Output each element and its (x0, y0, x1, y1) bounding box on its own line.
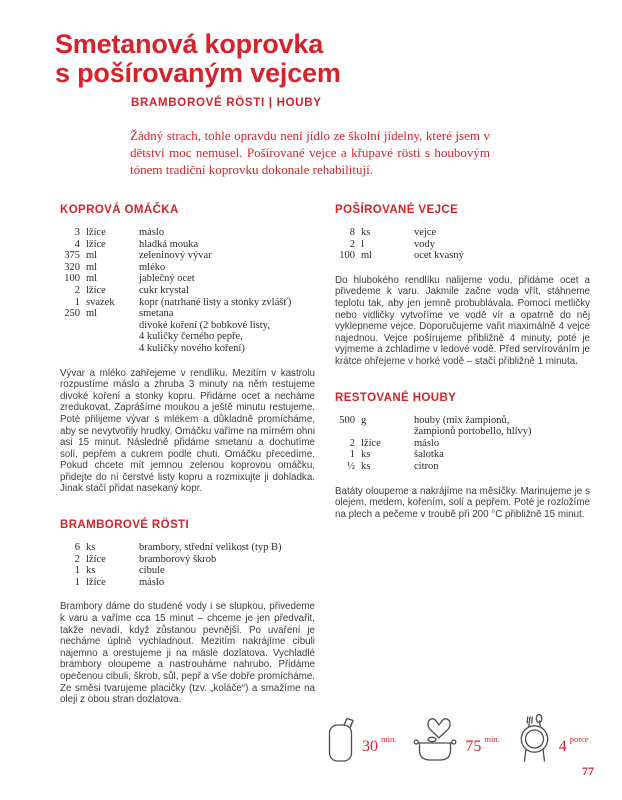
ingredient-unit: ks (86, 542, 96, 554)
prep-time-unit: min. (381, 733, 397, 744)
ingredient-row (60, 331, 315, 343)
ingredient-unit: ml (86, 250, 98, 262)
ingredient-qty: 100 (339, 250, 355, 262)
ingredient-name: citron (414, 460, 439, 472)
ingredient-name: divoké koření (2 bobkové listy, (139, 319, 270, 331)
ingredient-row (60, 577, 315, 589)
left-column (60, 204, 315, 730)
cutting-board-icon (326, 716, 355, 764)
ingredient-qty: 100 (64, 273, 80, 285)
ingredient-qty: 1 (74, 296, 80, 308)
ingredient-qty: 1 (74, 576, 80, 588)
instructions-paragraph: Do hlubokého rendlíku nalijeme vodu, přidáme ocet a přivedeme k varu. Jakmile začne voda vřít, stáhneme teplotu tak, aby jen jemně probublávala. Pomocí metličky nebo vidličky vytvoříme ve vodě vír a opatrně do něj vyklepneme vejce. Doporučujeme vařit maximálně 4 vejce najednou. Vejce pošírujeme přibližně 4 minuty, poté je vyjmeme a zchladíme v ledové vodě. Před servírováním je krátce ohřejeme v horké vodě – stačí přibližně 1 minuta. (335, 274, 590, 367)
prep-time-value: 30 (362, 738, 378, 755)
ingredient-unit: lžíce (86, 238, 106, 250)
ingredient-unit: l (361, 238, 364, 250)
ingredient-list (60, 227, 315, 355)
ingredient-row (60, 285, 315, 297)
ingredient-qty: 500 (339, 414, 355, 426)
ingredient-name: houby (mix žampionů, (414, 414, 510, 426)
ingredient-row (335, 461, 590, 473)
ingredient-qty: 2 (74, 553, 80, 565)
pot-steam-icon (413, 712, 458, 764)
ingredient-unit: lžíce (86, 227, 106, 238)
ingredient-row (335, 227, 590, 239)
ingredient-qty: 2 (349, 238, 355, 250)
ingredient-qty: 3 (74, 227, 80, 238)
ingredient-unit: ks (361, 227, 371, 238)
section-heading: POŠÍROVANÉ VEJCE (335, 204, 459, 216)
ingredient-unit (86, 320, 139, 332)
section-koprova-omacka (60, 204, 315, 495)
ingredient-row (60, 554, 315, 566)
ingredient-qty: 8 (349, 227, 355, 238)
ingredient-qty: 2 (74, 284, 80, 296)
servings (517, 714, 589, 764)
ingredient-qty: 6 (74, 542, 80, 554)
ingredient-row (60, 343, 315, 355)
cook-time (413, 712, 499, 764)
ingredient-row (60, 565, 315, 577)
section-heading: KOPROVÁ OMÁČKA (60, 204, 179, 216)
ingredient-unit: ks (361, 449, 371, 461)
ingredient-unit: ks (361, 460, 371, 472)
ingredient-row (60, 297, 315, 309)
ingredient-name: mléko (139, 261, 166, 273)
ingredient-row (60, 308, 315, 320)
ingredient-row (60, 239, 315, 251)
instructions-paragraph: Vývar a mléko zahřejeme v rendlíku. Mezitím v kastrolu rozpustíme máslo a zhruba 3 minuty na něm restujeme divoké koření a stonky kopru. Přidáme ocet a necháme zredukovat. Zaprášíme moukou a ještě minutu restujeme. Poté přilijeme vývar s mlékem a důkladně promícháme, aby se nevytvořily hrudky. Omáčku vaříme na mírném ohni asi 15 minut. Následně přidáme smetanu a dochutíme solí, pepřem a cukrem podle chuti. Omáčku přecedíme. Pokud chcete mít jemnou zelenou koprovou omáčku, přidejte do ní čerstvé listy kopru a rozmixujte ji dohladka. Jinak stačí přidat nasekaný kopr. (60, 367, 315, 495)
section-heading: BRAMBOROVÉ RÖSTI (60, 519, 190, 532)
ingredient-unit: lžíce (86, 553, 106, 565)
ingredient-name: zeleninový vývar (139, 250, 212, 262)
page-number: 77 (582, 764, 594, 778)
cook-time-unit: min. (484, 733, 500, 744)
ingredient-row (335, 449, 590, 461)
section-restovane-houby (335, 392, 590, 521)
ingredient-qty: 4 (74, 238, 80, 250)
ingredient-name: žampionů portobello, hlívy) (414, 426, 532, 438)
ingredient-qty: ½ (347, 460, 355, 472)
ingredient-row (60, 273, 315, 285)
recipe-columns (60, 204, 622, 730)
cook-time-value: 75 (465, 738, 482, 755)
ingredient-name: šalotka (414, 449, 444, 461)
ingredient-unit (361, 426, 414, 438)
ingredient-unit: ml (86, 261, 98, 273)
ingredient-unit: svazek (86, 296, 115, 308)
page-title (0, 0, 622, 88)
ingredient-qty (60, 331, 80, 343)
plate-cutlery-icon (517, 714, 552, 764)
ingredient-name: máslo (139, 227, 165, 238)
ingredient-row (335, 426, 590, 438)
instructions-paragraph: Brambory dáme do studené vody i se slupkou, přivedeme k varu a vaříme cca 15 minut – chceme je jen předvařit, takže nevadí, když zůstanou pevnější. Po uvaření je necháme úplně vychladnout. Mezitím nakrájíme cibuli najemno a orestujeme ji na másle dozlatova. Vychladlé brambory oloupeme a nastrouháme nahrubo. Přidáme opečenou cibuli, škrob, sůl, pepř a vše dobře promícháme. Ze směsi tvarujeme placičky (tzv. „koláče“) a smažíme na oleji z obou stran dozlatova. (60, 601, 315, 706)
ingredient-qty (335, 426, 355, 438)
ingredient-name: smetana (139, 308, 174, 320)
ingredient-qty: 2 (349, 437, 355, 449)
ingredient-list (60, 542, 315, 588)
ingredient-unit: g (361, 414, 367, 426)
ingredient-row (335, 239, 590, 251)
ingredient-name: jablečný ocet (139, 273, 195, 285)
right-column (335, 204, 590, 730)
ingredient-qty (60, 343, 80, 355)
ingredient-name: bramborový škrob (139, 553, 217, 565)
ingredient-name: vejce (414, 227, 437, 238)
ingredient-unit (86, 331, 139, 343)
ingredient-row (60, 227, 315, 239)
ingredient-unit: ks (86, 565, 96, 577)
ingredient-row (335, 250, 590, 262)
ingredient-name: cukr krystal (139, 284, 189, 296)
ingredient-unit: lžíce (361, 437, 381, 449)
ingredient-name: kopr (natrhané listy a stonky zvlášť) (139, 296, 292, 308)
ingredient-qty: 375 (64, 250, 80, 262)
ingredient-row (60, 250, 315, 262)
ingredient-name: máslo (139, 576, 165, 588)
ingredient-name: cibule (139, 565, 165, 577)
ingredient-qty: 320 (64, 261, 80, 273)
ingredient-qty: 250 (64, 308, 80, 320)
ingredient-unit: lžíce (86, 576, 106, 588)
ingredient-unit: ml (361, 250, 373, 262)
ingredient-unit: ml (86, 273, 98, 285)
ingredient-unit (86, 343, 139, 355)
section-heading: RESTOVANÉ HOUBY (335, 391, 457, 404)
ingredient-row (60, 542, 315, 554)
prep-time (326, 716, 396, 764)
recipe-subtitle: BRAMBOROVÉ RÖSTI | HOUBY (131, 97, 322, 109)
servings-unit: porce (569, 733, 589, 744)
ingredient-name: brambory, střední velikost (typ B) (139, 542, 282, 554)
servings-value: 4 (558, 738, 567, 755)
ingredient-qty: 1 (74, 565, 80, 577)
section-bramborove-rosti (60, 519, 315, 706)
ingredient-name: vody (414, 238, 435, 250)
page-title-line2: s pošírovaným vejcem (55, 58, 341, 88)
page-title-line1: Smetanová koprovka (55, 29, 324, 59)
intro-paragraph: Žádný strach, tohle opravdu není jídlo ze školní jídelny, které jsem v dětství moc nemusel. Pošírované vejce a křupavé rösti s houbovým tónem tradiční koprovku dokonale rehabilitují. (130, 128, 490, 177)
ingredient-row (335, 415, 590, 427)
section-posirovane-vejce (335, 204, 590, 368)
instructions-paragraph: Batáty oloupeme a nakrájíme na měsíčky. Marinujeme je s olejem, medem, kořením, solí a pepřem. Poté je rozložíme na plech a pečeme v troubě při 200 °C přibližně 15 minut. (335, 485, 590, 520)
ingredient-name: ocet kvasný (414, 250, 464, 262)
ingredient-row (60, 262, 315, 274)
ingredient-name: máslo (414, 437, 440, 449)
ingredient-list (335, 415, 590, 473)
ingredient-unit: lžíce (86, 284, 106, 296)
ingredient-row (60, 320, 315, 332)
ingredient-row (335, 438, 590, 450)
ingredient-name: 4 kuličky nového koření) (139, 342, 245, 354)
ingredient-qty: 1 (349, 449, 355, 461)
recipe-meta-bar (326, 712, 606, 764)
ingredient-name: 4 kuličky černého pepře, (139, 331, 243, 343)
ingredient-qty (60, 320, 80, 332)
ingredient-name: hladká mouka (139, 238, 199, 250)
ingredient-unit: ml (86, 308, 98, 320)
ingredient-list (335, 227, 590, 262)
